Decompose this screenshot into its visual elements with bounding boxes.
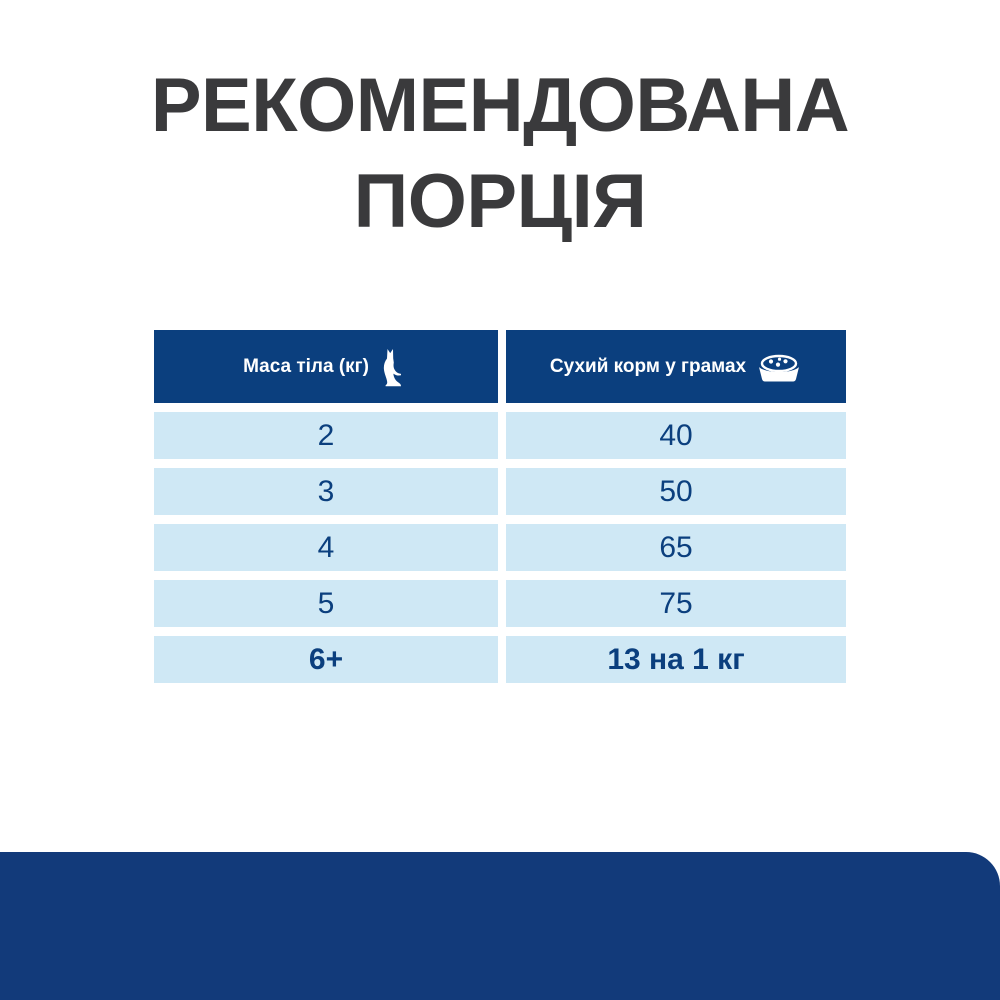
table-row [154, 468, 846, 515]
table-cell-weight: 2 [154, 412, 498, 459]
table-header-row [154, 330, 846, 403]
table-header-cell-weight [154, 330, 498, 403]
table-row [154, 636, 846, 683]
page-title-line-1: РЕКОМЕНДОВАНА [150, 63, 850, 148]
table-cell-amount: 13 на 1 кг [506, 636, 846, 683]
table-cell-weight: 6+ [154, 636, 498, 683]
table-cell-amount: 40 [506, 412, 846, 459]
table-cell-amount: 65 [506, 524, 846, 571]
band-rounded-corner [966, 852, 1000, 886]
table-row [154, 412, 846, 459]
food-bowl-icon [756, 352, 802, 382]
table-cell-amount: 50 [506, 468, 846, 515]
table-header-label-amount: Сухий корм у грамах [549, 356, 747, 377]
page-title-line-2: ПОРЦІЯ [353, 159, 647, 244]
table-cell-amount: 75 [506, 580, 846, 627]
table-header-label-weight: Маса тіла (кг) [243, 356, 369, 377]
table-cell-weight: 4 [154, 524, 498, 571]
cat-icon [379, 347, 409, 387]
table-row [154, 524, 846, 571]
table-row [154, 580, 846, 627]
page-title [0, 58, 1000, 250]
bottom-blue-band [0, 852, 1000, 1000]
table-cell-weight: 3 [154, 468, 498, 515]
feeding-guide-table [154, 330, 846, 683]
table-header-cell-amount [506, 330, 846, 403]
table-cell-weight: 5 [154, 580, 498, 627]
